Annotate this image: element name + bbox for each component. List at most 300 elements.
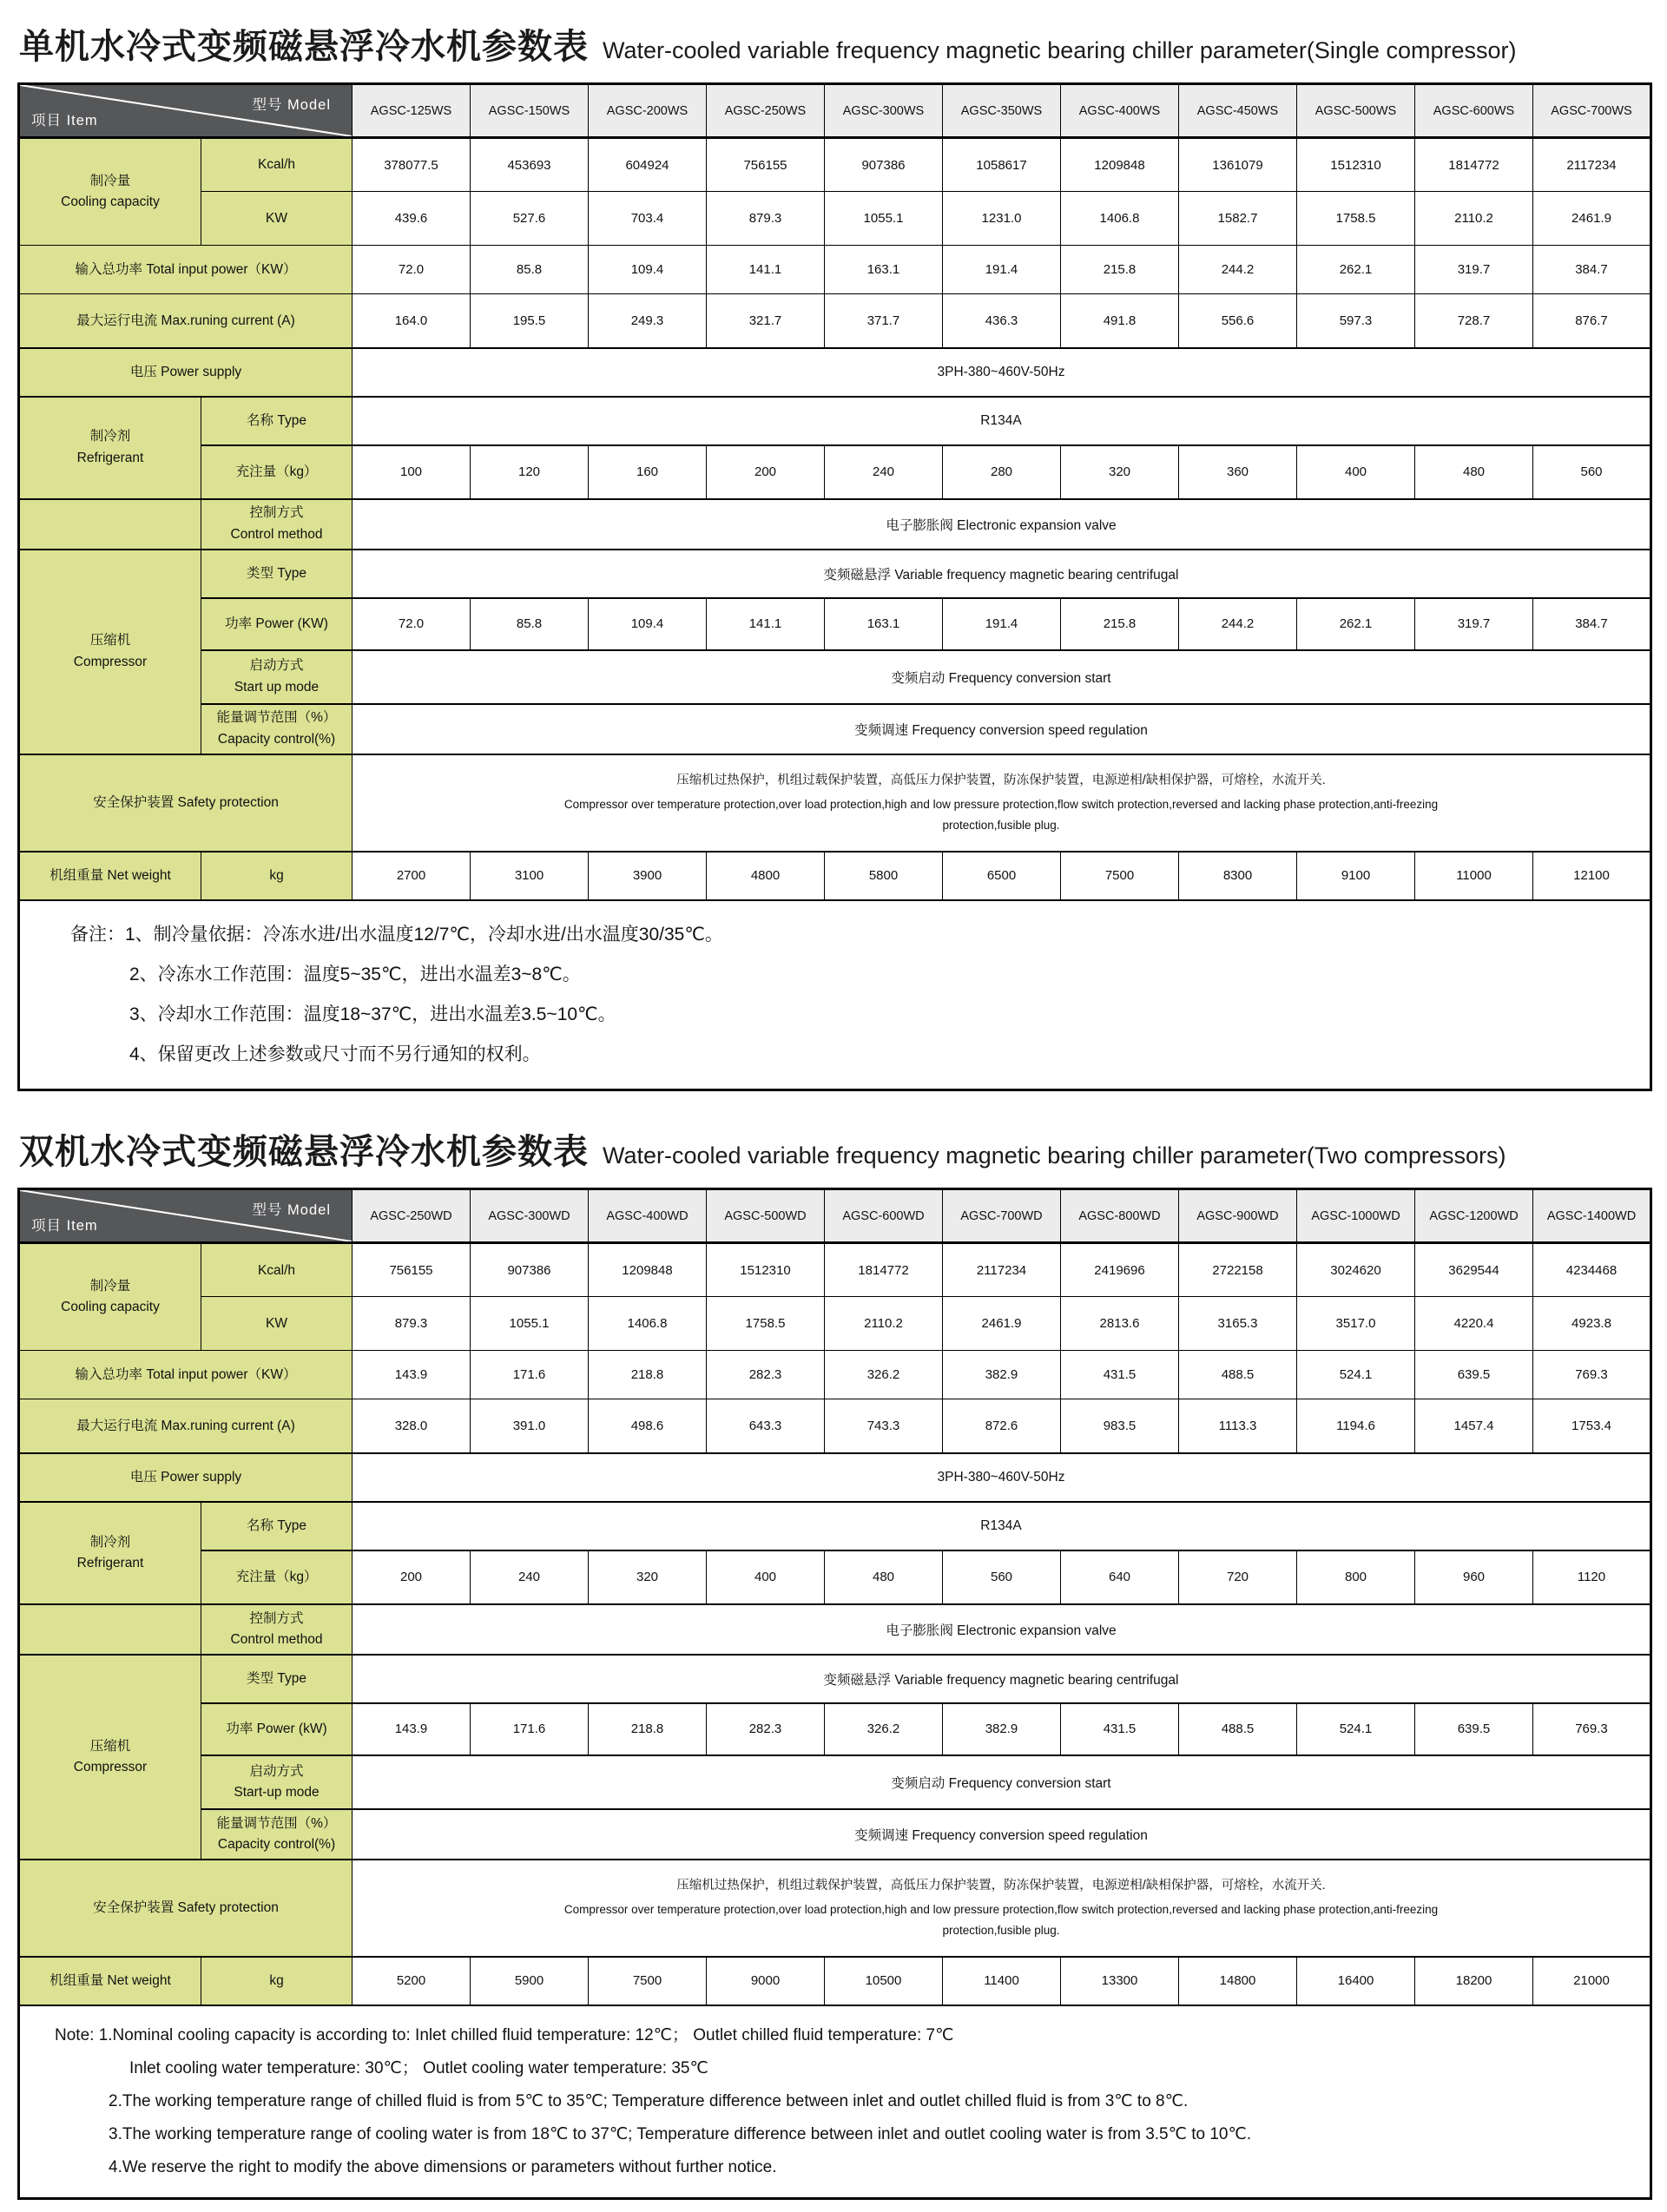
value-cell: 109.4 (589, 246, 707, 294)
table1-title (19, 19, 1650, 69)
label-zh: 制冷量 (89, 1279, 131, 1294)
notes-block (19, 2005, 1651, 2199)
label-en: Compressor (73, 654, 148, 669)
compressor-label (19, 550, 201, 754)
charge-label: 充注量（kg） (201, 1550, 353, 1604)
value-cell: 2110.2 (1415, 192, 1533, 246)
model-axis-label: 型号 Model (252, 1202, 331, 1219)
label-zh: 制冷剂 (89, 429, 131, 444)
value-cell: 498.6 (589, 1399, 707, 1453)
value-cell: 907386 (471, 1243, 589, 1297)
model-header-cell: AGSC-300WS (825, 84, 943, 138)
value-cell: 16400 (1297, 1957, 1415, 2005)
kw-unit-label: KW (201, 1297, 353, 1351)
value-cell: 10500 (825, 1957, 943, 2005)
safety-text-en: Compressor over temperature protection,over load protection,high and low pressure protection,flow switch protection,reversed and lacking phase protection,anti-freezing (563, 797, 1439, 811)
capacity-control-row (19, 1809, 1651, 1860)
value-cell: 200 (353, 1550, 471, 1604)
safety-text-zh: 压缩机过热保护，机组过载保护装置，高低压力保护装置，防冻保护装置，电源逆相/缺相保护器，可熔栓，水流开关. (676, 773, 1326, 787)
note-line: 4、保留更改上述参数或尺寸而不另行通知的权利。 (129, 1044, 541, 1065)
compressor-type-label: 类型 Type (201, 1655, 353, 1703)
input-power-row (19, 1351, 1651, 1399)
note-line: 备注：1、制冷量依据：冷冻水进/出水温度12/7℃，冷却水进/出水温度30/35℃。 (70, 924, 723, 945)
net-weight-unit: kg (201, 1957, 353, 2005)
kcal-unit-label: Kcal/h (201, 1243, 353, 1297)
value-cell: 1457.4 (1415, 1399, 1533, 1453)
label-en: Start up mode (234, 679, 320, 695)
capacity-control-value: 变频调速 Frequency conversion speed regulation (353, 704, 1651, 754)
value-cell: 728.7 (1415, 294, 1533, 348)
value-cell: 491.8 (1061, 294, 1179, 348)
value-cell: 1055.1 (471, 1297, 589, 1351)
power-supply-row (19, 348, 1651, 397)
value-cell: 720 (1179, 1550, 1297, 1604)
value-cell: 2461.9 (1533, 192, 1651, 246)
label-en: Capacity control(%) (217, 1836, 336, 1852)
input-power-label: 输入总功率 Total input power（KW） (19, 246, 353, 294)
value-cell: 5900 (471, 1957, 589, 2005)
value-cell: 244.2 (1179, 598, 1297, 650)
cooling-capacity-label (19, 138, 201, 246)
value-cell: 163.1 (825, 246, 943, 294)
value-cell: 195.5 (471, 294, 589, 348)
model-header-cell: AGSC-500WD (707, 1189, 825, 1243)
value-cell: 1209848 (589, 1243, 707, 1297)
compressor-type-value: 变频磁悬浮 Variable frequency magnetic bearing centrifugal (353, 1655, 1651, 1703)
control-method-value: 电子膨胀阀 Electronic expansion valve (353, 499, 1651, 550)
value-cell: 371.7 (825, 294, 943, 348)
refrigerant-type-row (19, 1502, 1651, 1550)
model-header-row (19, 1189, 1651, 1243)
value-cell: 3100 (471, 852, 589, 900)
value-cell: 109.4 (589, 598, 707, 650)
value-cell: 1209848 (1061, 138, 1179, 192)
label-en: Refrigerant (76, 450, 144, 465)
value-cell: 2110.2 (825, 1297, 943, 1351)
control-method-row (19, 499, 1651, 550)
label-zh: 启动方式 (249, 1763, 304, 1779)
value-cell: 328.0 (353, 1399, 471, 1453)
value-cell: 639.5 (1415, 1703, 1533, 1755)
note-line: 2、冷冻水工作范围：温度5~35℃，进出水温差3~8℃。 (129, 964, 581, 984)
value-cell: 1406.8 (1061, 192, 1179, 246)
item-axis-label: 项目 Item (31, 1218, 98, 1234)
model-header-cell: AGSC-200WS (589, 84, 707, 138)
power-supply-value: 3PH-380~460V-50Hz (353, 1453, 1651, 1502)
notes-row (19, 900, 1651, 1090)
capacity-control-label (201, 1809, 353, 1860)
value-cell: 320 (1061, 445, 1179, 499)
label-zh: 控制方式 (249, 505, 304, 521)
value-cell: 1753.4 (1533, 1399, 1651, 1453)
value-cell: 431.5 (1061, 1351, 1179, 1399)
value-cell: 769.3 (1533, 1351, 1651, 1399)
model-header-cell: AGSC-700WD (943, 1189, 1061, 1243)
value-cell: 400 (1297, 445, 1415, 499)
max-current-label: 最大运行电流 Max.runing current (A) (19, 294, 353, 348)
model-header-cell: AGSC-400WS (1061, 84, 1179, 138)
notes-block (19, 900, 1651, 1090)
value-cell: 215.8 (1061, 598, 1179, 650)
power-supply-label: 电压 Power supply (19, 348, 353, 397)
note-line: Note: 1.Nominal cooling capacity is according to: Inlet chilled fluid temperature: 12℃； Outlet chilled fluid temperature: 7℃ (55, 2025, 954, 2044)
charge-label: 充注量（kg） (201, 445, 353, 499)
value-cell: 1406.8 (589, 1297, 707, 1351)
value-cell: 640 (1061, 1550, 1179, 1604)
value-cell: 249.3 (589, 294, 707, 348)
model-header-cell: AGSC-600WS (1415, 84, 1533, 138)
value-cell: 1231.0 (943, 192, 1061, 246)
value-cell: 282.3 (707, 1351, 825, 1399)
value-cell: 141.1 (707, 598, 825, 650)
control-method-label (201, 1604, 353, 1655)
control-left-empty-cell (19, 499, 201, 550)
label-en: Control method (230, 1631, 323, 1647)
value-cell: 100 (353, 445, 471, 499)
refrigerant-type-value: R134A (353, 397, 1651, 445)
value-cell: 2813.6 (1061, 1297, 1179, 1351)
compressor-type-label: 类型 Type (201, 550, 353, 598)
value-cell: 262.1 (1297, 246, 1415, 294)
two-compressor-table (17, 1188, 1652, 2200)
value-cell: 703.4 (589, 192, 707, 246)
input-power-label: 输入总功率 Total input power（KW） (19, 1351, 353, 1399)
start-mode-value: 变频启动 Frequency conversion start (353, 1755, 1651, 1809)
compressor-power-label: 功率 Power (KW) (201, 598, 353, 650)
value-cell: 4220.4 (1415, 1297, 1533, 1351)
value-cell: 2461.9 (943, 1297, 1061, 1351)
value-cell: 560 (943, 1550, 1061, 1604)
corner-header-cell (19, 84, 353, 138)
value-cell: 11400 (943, 1957, 1061, 2005)
value-cell: 120 (471, 445, 589, 499)
value-cell: 21000 (1533, 1957, 1651, 2005)
value-cell: 983.5 (1061, 1399, 1179, 1453)
value-cell: 1512310 (1297, 138, 1415, 192)
label-zh: 制冷剂 (89, 1534, 131, 1550)
compressor-power-label: 功率 Power (kW) (201, 1703, 353, 1755)
model-header-cell: AGSC-1000WD (1297, 1189, 1415, 1243)
value-cell: 13300 (1061, 1957, 1179, 2005)
model-header-cell: AGSC-800WD (1061, 1189, 1179, 1243)
value-cell: 326.2 (825, 1703, 943, 1755)
value-cell: 18200 (1415, 1957, 1533, 2005)
value-cell: 262.1 (1297, 598, 1415, 650)
value-cell: 85.8 (471, 246, 589, 294)
value-cell: 556.6 (1179, 294, 1297, 348)
value-cell: 163.1 (825, 598, 943, 650)
value-cell: 72.0 (353, 598, 471, 650)
label-en: Refrigerant (76, 1555, 144, 1570)
refrigerant-label (19, 1502, 201, 1604)
value-cell: 191.4 (943, 598, 1061, 650)
max-current-label: 最大运行电流 Max.runing current (A) (19, 1399, 353, 1453)
power-supply-value: 3PH-380~460V-50Hz (353, 348, 1651, 397)
model-header-cell: AGSC-900WD (1179, 1189, 1297, 1243)
table2-title-en: Water-cooled variable frequency magnetic bearing chiller parameter(Two compressors) (603, 1142, 1506, 1169)
value-cell: 164.0 (353, 294, 471, 348)
value-cell: 643.3 (707, 1399, 825, 1453)
start-mode-label (201, 650, 353, 704)
value-cell: 382.9 (943, 1351, 1061, 1399)
model-header-row (19, 84, 1651, 138)
notes-row (19, 2005, 1651, 2199)
label-en: Control method (230, 526, 323, 542)
value-cell: 14800 (1179, 1957, 1297, 2005)
refrigerant-type-value: R134A (353, 1502, 1651, 1550)
value-cell: 2117234 (943, 1243, 1061, 1297)
model-header-cell: AGSC-1200WD (1415, 1189, 1533, 1243)
value-cell: 5800 (825, 852, 943, 900)
value-cell: 5200 (353, 1957, 471, 2005)
net-weight-unit: kg (201, 852, 353, 900)
value-cell: 756155 (353, 1243, 471, 1297)
value-cell: 436.3 (943, 294, 1061, 348)
value-cell: 6500 (943, 852, 1061, 900)
value-cell: 769.3 (1533, 1703, 1651, 1755)
note-line: Inlet cooling water temperature: 30℃； Outlet cooling water temperature: 35℃ (129, 2058, 708, 2077)
label-zh: 控制方式 (249, 1610, 304, 1626)
compressor-type-row (19, 1655, 1651, 1703)
max-current-row (19, 294, 1651, 348)
value-cell: 1512310 (707, 1243, 825, 1297)
max-current-row (19, 1399, 1651, 1453)
value-cell: 2722158 (1179, 1243, 1297, 1297)
value-cell: 1814772 (825, 1243, 943, 1297)
corner-header-cell (19, 1189, 353, 1243)
start-mode-row (19, 650, 1651, 704)
kw-unit-label: KW (201, 192, 353, 246)
start-mode-value: 变频启动 Frequency conversion start (353, 650, 1651, 704)
compressor-type-value: 变频磁悬浮 Variable frequency magnetic bearing centrifugal (353, 550, 1651, 598)
value-cell: 240 (471, 1550, 589, 1604)
table1-title-zh: 单机水冷式变频磁悬浮冷水机参数表 (19, 28, 589, 66)
start-mode-row (19, 1755, 1651, 1809)
cooling-kw-row (19, 1297, 1651, 1351)
label-zh: 压缩机 (89, 1738, 131, 1754)
charge-row (19, 1550, 1651, 1604)
power-supply-label: 电压 Power supply (19, 1453, 353, 1502)
model-axis-label: 型号 Model (252, 97, 331, 113)
cooling-capacity-label (19, 1243, 201, 1351)
value-cell: 240 (825, 445, 943, 499)
value-cell: 4234468 (1533, 1243, 1651, 1297)
safety-row (19, 754, 1651, 852)
value-cell: 872.6 (943, 1399, 1061, 1453)
cooling-kw-row (19, 192, 1651, 246)
single-compressor-table (17, 82, 1652, 1091)
value-cell: 488.5 (1179, 1351, 1297, 1399)
model-header-cell: AGSC-250WS (707, 84, 825, 138)
value-cell: 743.3 (825, 1399, 943, 1453)
net-weight-row (19, 852, 1651, 900)
compressor-power-row (19, 598, 1651, 650)
value-cell: 4800 (707, 852, 825, 900)
value-cell: 639.5 (1415, 1351, 1533, 1399)
label-zh: 压缩机 (89, 633, 131, 648)
value-cell: 171.6 (471, 1351, 589, 1399)
value-cell: 480 (1415, 445, 1533, 499)
note-line: 3、冷却水工作范围：温度18~37℃，进出水温差3.5~10℃。 (129, 1004, 616, 1024)
value-cell: 218.8 (589, 1351, 707, 1399)
value-cell: 756155 (707, 138, 825, 192)
value-cell: 7500 (1061, 852, 1179, 900)
label-en: Cooling capacity (61, 194, 160, 209)
table1-title-en: Water-cooled variable frequency magnetic bearing chiller parameter(Single compressor) (603, 37, 1517, 63)
model-header-cell: AGSC-400WD (589, 1189, 707, 1243)
value-cell: 400 (707, 1550, 825, 1604)
safety-row (19, 1860, 1651, 1957)
refrigerant-name-label: 名称 Type (201, 397, 353, 445)
compressor-label (19, 1655, 201, 1860)
value-cell: 1113.3 (1179, 1399, 1297, 1453)
value-cell: 141.1 (707, 246, 825, 294)
value-cell: 218.8 (589, 1703, 707, 1755)
value-cell: 524.1 (1297, 1703, 1415, 1755)
note-line: 3.The working temperature range of cooling water is from 18℃ to 37℃; Temperature difference between inlet and outlet cooling water is from 3.5℃ to 10℃. (109, 2124, 1252, 2143)
table2-title-zh: 双机水冷式变频磁悬浮冷水机参数表 (19, 1133, 589, 1172)
value-cell: 1058617 (943, 138, 1061, 192)
model-header-cell: AGSC-250WD (353, 1189, 471, 1243)
value-cell: 326.2 (825, 1351, 943, 1399)
label-zh: 能量调节范围（%） (216, 710, 337, 726)
value-cell: 143.9 (353, 1351, 471, 1399)
value-cell: 1055.1 (825, 192, 943, 246)
value-cell: 9000 (707, 1957, 825, 2005)
safety-text-en: protection,fusible plug. (942, 818, 1060, 832)
label-zh: 制冷量 (89, 173, 131, 188)
capacity-control-label (201, 704, 353, 754)
value-cell: 360 (1179, 445, 1297, 499)
value-cell: 191.4 (943, 246, 1061, 294)
cooling-kcal-row (19, 138, 1651, 192)
note-line: 2.The working temperature range of chilled fluid is from 5℃ to 35℃; Temperature difference between inlet and outlet chilled fluid is from 3℃ to 8℃. (109, 2091, 1189, 2110)
model-header-cell: AGSC-350WS (943, 84, 1061, 138)
value-cell: 319.7 (1415, 246, 1533, 294)
label-zh: 启动方式 (249, 658, 304, 674)
value-cell: 604924 (589, 138, 707, 192)
table2-title (19, 1124, 1650, 1174)
item-axis-label: 项目 Item (31, 113, 98, 128)
value-cell: 160 (589, 445, 707, 499)
safety-text-en: Compressor over temperature protection,over load protection,high and low pressure protection,flow switch protection,reversed and lacking phase protection,anti-freezing (563, 1903, 1439, 1917)
value-cell: 560 (1533, 445, 1651, 499)
control-method-row (19, 1604, 1651, 1655)
value-cell: 3165.3 (1179, 1297, 1297, 1351)
value-cell: 480 (825, 1550, 943, 1604)
value-cell: 200 (707, 445, 825, 499)
kcal-unit-label: Kcal/h (201, 138, 353, 192)
compressor-power-row (19, 1703, 1651, 1755)
label-en: Capacity control(%) (217, 731, 336, 747)
value-cell: 280 (943, 445, 1061, 499)
value-cell: 2419696 (1061, 1243, 1179, 1297)
value-cell: 4923.8 (1533, 1297, 1651, 1351)
value-cell: 960 (1415, 1550, 1533, 1604)
value-cell: 1758.5 (707, 1297, 825, 1351)
value-cell: 1758.5 (1297, 192, 1415, 246)
control-left-empty-cell (19, 1604, 201, 1655)
model-header-cell: AGSC-1400WD (1533, 1189, 1651, 1243)
note-line: 4.We reserve the right to modify the above dimensions or parameters without further notice. (109, 2157, 777, 2176)
safety-value (353, 1860, 1651, 1957)
value-cell: 1814772 (1415, 138, 1533, 192)
model-header-cell: AGSC-600WD (825, 1189, 943, 1243)
start-mode-label (201, 1755, 353, 1809)
label-en: Start-up mode (234, 1784, 320, 1800)
value-cell: 1582.7 (1179, 192, 1297, 246)
value-cell: 321.7 (707, 294, 825, 348)
value-cell: 215.8 (1061, 246, 1179, 294)
model-header-cell: AGSC-300WD (471, 1189, 589, 1243)
safety-label: 安全保护装置 Safety protection (19, 754, 353, 852)
model-header-cell: AGSC-500WS (1297, 84, 1415, 138)
power-supply-row (19, 1453, 1651, 1502)
refrigerant-type-row (19, 397, 1651, 445)
value-cell: 282.3 (707, 1703, 825, 1755)
compressor-type-row (19, 550, 1651, 598)
value-cell: 431.5 (1061, 1703, 1179, 1755)
net-weight-label: 机组重量 Net weight (19, 1957, 201, 2005)
capacity-control-row (19, 704, 1651, 754)
label-en: Cooling capacity (61, 1300, 160, 1315)
value-cell: 378077.5 (353, 138, 471, 192)
value-cell: 3024620 (1297, 1243, 1415, 1297)
value-cell: 11000 (1415, 852, 1533, 900)
safety-text-zh: 压缩机过热保护，机组过载保护装置，高低压力保护装置，防冻保护装置，电源逆相/缺相保护器，可熔栓，水流开关. (676, 1879, 1326, 1893)
value-cell: 527.6 (471, 192, 589, 246)
value-cell: 800 (1297, 1550, 1415, 1604)
value-cell: 85.8 (471, 598, 589, 650)
capacity-control-value: 变频调速 Frequency conversion speed regulation (353, 1809, 1651, 1860)
value-cell: 244.2 (1179, 246, 1297, 294)
value-cell: 879.3 (353, 1297, 471, 1351)
value-cell: 597.3 (1297, 294, 1415, 348)
control-method-value: 电子膨胀阀 Electronic expansion valve (353, 1604, 1651, 1655)
value-cell: 8300 (1179, 852, 1297, 900)
value-cell: 2117234 (1533, 138, 1651, 192)
value-cell: 171.6 (471, 1703, 589, 1755)
model-header-cell: AGSC-125WS (353, 84, 471, 138)
value-cell: 907386 (825, 138, 943, 192)
value-cell: 382.9 (943, 1703, 1061, 1755)
value-cell: 1361079 (1179, 138, 1297, 192)
refrigerant-label (19, 397, 201, 499)
control-method-label (201, 499, 353, 550)
value-cell: 143.9 (353, 1703, 471, 1755)
model-header-cell: AGSC-450WS (1179, 84, 1297, 138)
net-weight-label: 机组重量 Net weight (19, 852, 201, 900)
value-cell: 876.7 (1533, 294, 1651, 348)
value-cell: 9100 (1297, 852, 1415, 900)
charge-row (19, 445, 1651, 499)
value-cell: 488.5 (1179, 1703, 1297, 1755)
value-cell: 453693 (471, 138, 589, 192)
safety-label: 安全保护装置 Safety protection (19, 1860, 353, 1957)
value-cell: 439.6 (353, 192, 471, 246)
model-header-cell: AGSC-150WS (471, 84, 589, 138)
value-cell: 72.0 (353, 246, 471, 294)
cooling-kcal-row (19, 1243, 1651, 1297)
net-weight-row (19, 1957, 1651, 2005)
value-cell: 7500 (589, 1957, 707, 2005)
value-cell: 3900 (589, 852, 707, 900)
value-cell: 319.7 (1415, 598, 1533, 650)
label-zh: 能量调节范围（%） (216, 1815, 337, 1831)
value-cell: 384.7 (1533, 598, 1651, 650)
value-cell: 1120 (1533, 1550, 1651, 1604)
value-cell: 3517.0 (1297, 1297, 1415, 1351)
